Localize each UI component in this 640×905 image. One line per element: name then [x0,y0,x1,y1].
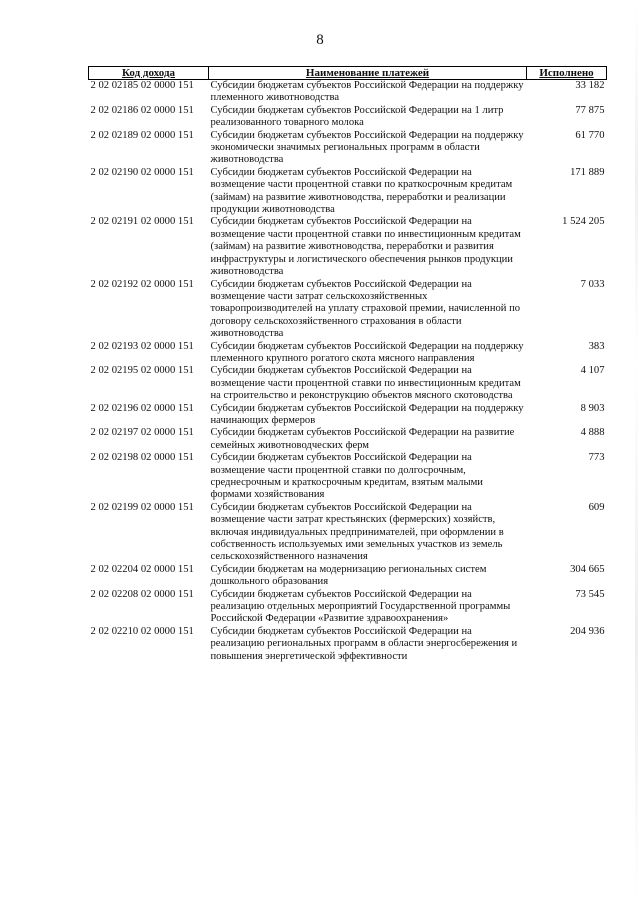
revenue-code: 2 02 02191 02 0000 151 [90,216,194,228]
revenue-code: 2 02 02199 02 0000 151 [90,501,194,513]
revenue-code: 2 02 02204 02 0000 151 [90,563,194,575]
table-row [89,403,607,428]
table-header-row [89,67,607,80]
table-row [89,279,607,341]
revenue-code: 2 02 02192 02 0000 151 [90,278,194,290]
table-row [89,80,607,105]
executed-amount: 33 182 [575,80,605,91]
table-row [89,216,607,278]
executed-amount: 383 [588,340,605,352]
executed-amount: 73 545 [575,588,605,600]
payment-name: Субсидии бюджетам субъектов Российской Федерации на реализацию региональных программ в области энергосбережения и повышения энергетической эффективности [210,625,518,662]
revenue-code: 2 02 02186 02 0000 151 [90,104,194,116]
payment-name: Субсидии бюджетам субъектов Российской Федерации на поддержку племенного крупного рогатого скота мясного направления [210,340,524,364]
executed-amount: 4 888 [580,427,605,439]
payment-name: Субсидии бюджетам субъектов Российской Федерации на реализацию отдельных мероприятий Государственной программы Российской Федерации «Развитие здравоохранения» [210,588,511,625]
payment-name: Субсидии бюджетам субъектов Российской Федерации на поддержку начинающих фермеров [210,402,524,426]
executed-amount: 61 770 [575,129,605,141]
scan-edge-shadow [635,0,638,905]
table-row [89,105,607,130]
revenue-code: 2 02 02189 02 0000 151 [90,129,194,141]
table-row [89,502,607,564]
payment-name: Субсидии бюджетам субъектов Российской Федерации на поддержку экономически значимых региональных программ в области животноводства [210,129,524,166]
executed-amount: 609 [588,501,605,513]
table-row [89,341,607,366]
payment-name: Субсидии бюджетам субъектов Российской Федерации на возмещение части процентной ставки по краткосрочным кредитам (займам) на развитие животноводства, переработки и реализации продукции животноводства [210,166,513,216]
table-row [89,365,607,402]
payment-name: Субсидии бюджетам субъектов Российской Федерации на возмещение части процентной ставки по долгосрочным, среднесрочным и краткосрочным кредитам, взятым малыми формами хозяйствования [210,452,483,501]
executed-amount: 1 524 205 [562,216,605,228]
executed-amount: 8 903 [580,402,605,414]
column-header-amount: Исполнено [527,67,607,80]
payment-name: Субсидии бюджетам на модернизацию региональных систем дошкольного образования [210,563,487,588]
revenue-code: 2 02 02193 02 0000 151 [90,340,194,352]
revenue-code: 2 02 02196 02 0000 151 [90,402,194,414]
column-header-name: Наименование платежей [209,67,527,80]
executed-amount: 4 107 [580,365,605,377]
table-row [89,130,607,167]
table-row [89,452,607,502]
payment-name: Субсидии бюджетам субъектов Российской Федерации на возмещение части затрат крестьянских (фермерских) хозяйств, включая индивидуальных предпринимателей, при оформлении в собственность используемых ими земельных участков из земель сельскохозяйственного назначения [210,501,504,563]
payment-name: Субсидии бюджетам субъектов Российской Федерации на возмещение части процентной ставки по инвестиционным кредитам (займам) на развитие животноводства, переработки и развития инфраструктуры и логистического обеспечения рынков продукции животноводства [210,216,521,278]
revenue-code: 2 02 02185 02 0000 151 [90,80,194,91]
executed-amount: 171 889 [570,166,605,178]
revenue-table [88,66,607,663]
payment-name: Субсидии бюджетам субъектов Российской Федерации на возмещение части затрат сельскохозяйственных товаропроизводителей на уплату страховой премии, начисленной по договору сельскохозяйственного страхования в области животноводства [210,278,521,340]
table-row [89,626,607,663]
payment-name: Субсидии бюджетам субъектов Российской Федерации на развитие семейных животноводческих ферм [210,427,515,451]
payment-name: Субсидии бюджетам субъектов Российской Федерации на возмещение части процентной ставки по инвестиционным кредитам на строительство и реконструкцию объектов мясного скотоводства [210,365,521,402]
revenue-code: 2 02 02198 02 0000 151 [90,452,194,464]
table-row [89,564,607,589]
executed-amount: 304 665 [570,563,605,575]
revenue-code: 2 02 02197 02 0000 151 [90,427,194,439]
payment-name: Субсидии бюджетам субъектов Российской Федерации на поддержку племенного животноводства [210,80,524,104]
revenue-code: 2 02 02195 02 0000 151 [90,365,194,377]
executed-amount: 77 875 [575,104,605,116]
page-number: 8 [316,32,324,48]
table-row [89,589,607,626]
payment-name: Субсидии бюджетам субъектов Российской Федерации на 1 литр реализованного товарного молока [210,104,504,129]
table-row [89,167,607,217]
executed-amount: 204 936 [570,625,605,637]
column-header-code: Код дохода [89,67,209,80]
revenue-code: 2 02 02210 02 0000 151 [90,625,194,637]
table-row [89,427,607,452]
revenue-code: 2 02 02190 02 0000 151 [90,166,194,178]
executed-amount: 773 [588,452,605,464]
revenue-code: 2 02 02208 02 0000 151 [90,588,194,600]
executed-amount: 7 033 [580,278,605,290]
